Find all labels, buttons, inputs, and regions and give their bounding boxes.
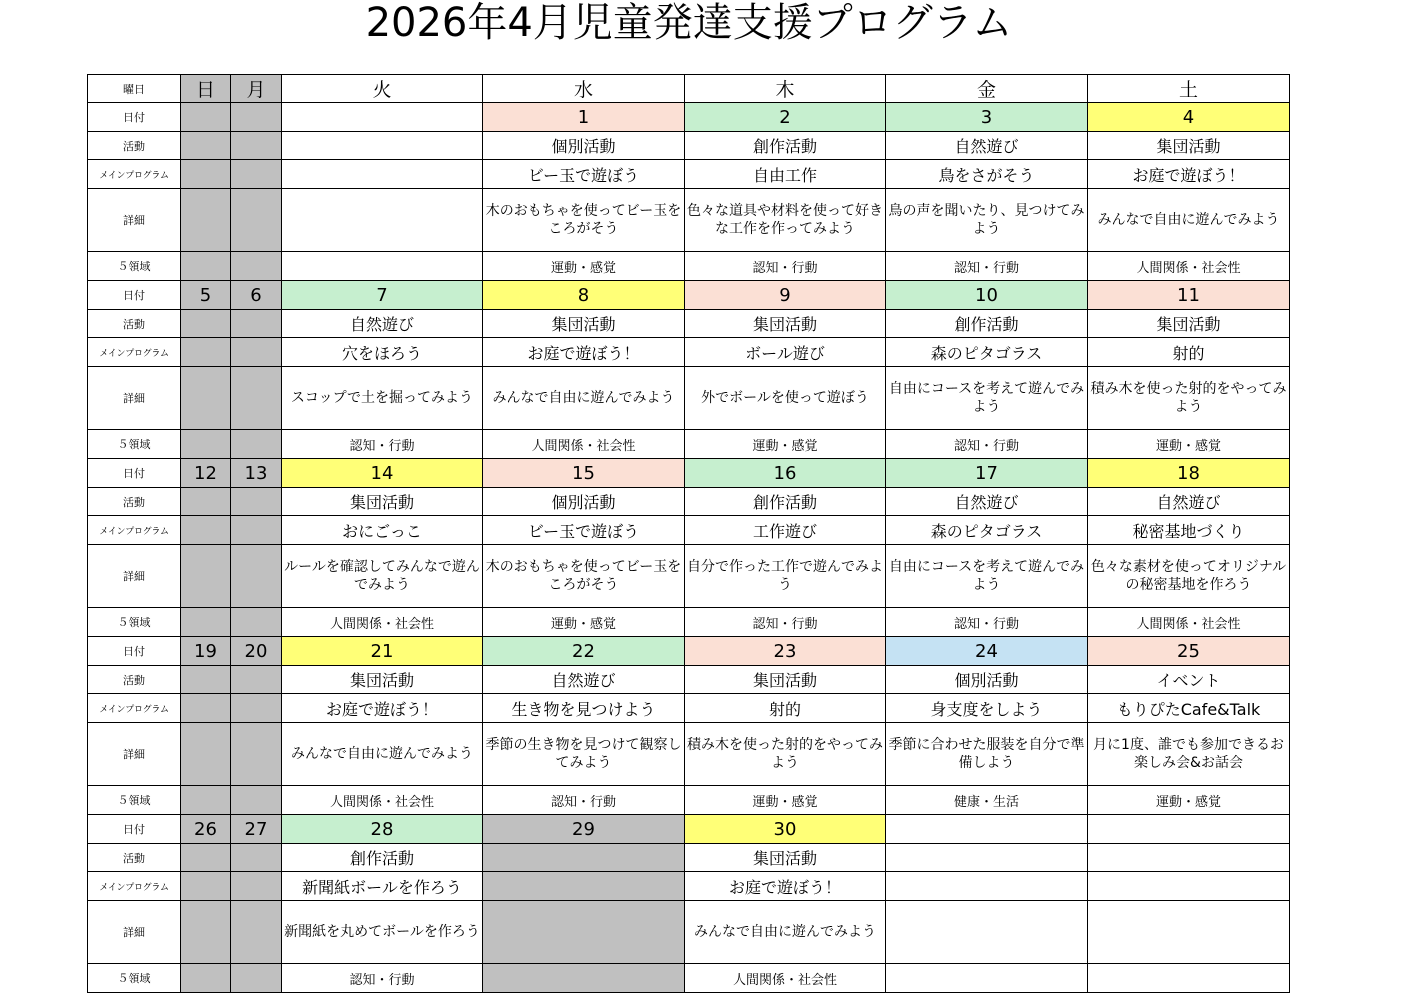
day-program-cell: ボール遊び	[685, 338, 886, 367]
day-detail-cell: 鳥の声を聞いたり、見つけてみよう	[886, 189, 1088, 252]
day-domain-cell: 認知・行動	[886, 252, 1088, 281]
day-activity-cell: 個別活動	[483, 132, 685, 160]
weekday-header-tue: 火	[282, 75, 483, 103]
weekday-header-sat: 土	[1088, 75, 1290, 103]
day-detail-cell	[1088, 901, 1290, 964]
sunday-detail-cell	[181, 901, 231, 964]
day-date-cell: 8	[483, 281, 685, 310]
day-detail-cell: みんなで自由に遊んでみよう	[1088, 189, 1290, 252]
day-detail-cell	[483, 901, 685, 964]
day-domain-cell: 運動・感覚	[483, 252, 685, 281]
week-2-detail-row	[88, 367, 1290, 430]
day-activity-cell: 創作活動	[282, 844, 483, 872]
sunday-program-cell	[181, 160, 231, 189]
day-activity-cell: 集団活動	[1088, 132, 1290, 160]
monday-detail-cell	[231, 189, 282, 252]
day-program-cell: 森のピタゴラス	[886, 338, 1088, 367]
day-program-cell: 自由工作	[685, 160, 886, 189]
date-label: 日付	[88, 281, 181, 310]
monday-domain-cell	[231, 964, 282, 993]
day-activity-cell	[483, 844, 685, 872]
day-activity-cell: 集団活動	[685, 844, 886, 872]
sunday-activity-cell	[181, 132, 231, 160]
day-domain-cell: 人間関係・社会性	[1088, 608, 1290, 637]
day-activity-cell: 個別活動	[886, 666, 1088, 694]
day-date-cell: 4	[1088, 103, 1290, 132]
week-3-domain-row	[88, 608, 1290, 637]
day-detail-cell: 色々な道具や材料を使って好きな工作を作ってみよう	[685, 189, 886, 252]
domain-label: ５領域	[88, 430, 181, 459]
day-detail-cell: 季節に合わせた服装を自分で準備しよう	[886, 723, 1088, 786]
day-domain-cell: 人間関係・社会性	[282, 786, 483, 815]
day-domain-cell: 健康・生活	[886, 786, 1088, 815]
monday-activity-cell	[231, 844, 282, 872]
day-program-cell: お庭で遊ぼう！	[1088, 160, 1290, 189]
monday-program-cell	[231, 872, 282, 901]
day-domain-cell: 運動・感覚	[1088, 430, 1290, 459]
activity-label: 活動	[88, 132, 181, 160]
day-activity-cell: 集団活動	[282, 666, 483, 694]
day-program-cell: 秘密基地づくり	[1088, 516, 1290, 545]
monday-detail-cell	[231, 723, 282, 786]
day-date-cell	[282, 103, 483, 132]
weekday-header-fri: 金	[886, 75, 1088, 103]
day-program-cell: 射的	[1088, 338, 1290, 367]
monday-activity-cell	[231, 666, 282, 694]
day-program-cell: ビー玉で遊ぼう	[483, 516, 685, 545]
day-activity-cell: 集団活動	[685, 666, 886, 694]
day-activity-cell: 自然遊び	[886, 132, 1088, 160]
date-label: 日付	[88, 637, 181, 666]
monday-activity-cell	[231, 132, 282, 160]
day-detail-cell: 新聞紙を丸めてボールを作ろう	[282, 901, 483, 964]
monday-domain-cell	[231, 786, 282, 815]
day-program-cell: お庭で遊ぼう！	[282, 694, 483, 723]
day-program-cell: 新聞紙ボールを作ろう	[282, 872, 483, 901]
day-domain-cell: 認知・行動	[685, 252, 886, 281]
week-3-date-row	[88, 459, 1290, 488]
day-program-cell: お庭で遊ぼう！	[483, 338, 685, 367]
day-detail-cell: 色々な素材を使ってオリジナルの秘密基地を作ろう	[1088, 545, 1290, 608]
day-date-cell	[886, 815, 1088, 844]
sunday-activity-cell	[181, 488, 231, 516]
day-detail-cell: 積み木を使った射的をやってみよう	[685, 723, 886, 786]
day-detail-cell: 自由にコースを考えて遊んでみよう	[886, 545, 1088, 608]
day-date-cell	[1088, 815, 1290, 844]
monday-date-cell: 27	[231, 815, 282, 844]
day-activity-cell: 集団活動	[282, 488, 483, 516]
weekday-label: 曜日	[88, 75, 181, 103]
day-date-cell: 10	[886, 281, 1088, 310]
sunday-domain-cell	[181, 252, 231, 281]
day-program-cell: 工作遊び	[685, 516, 886, 545]
day-domain-cell: 人間関係・社会性	[282, 608, 483, 637]
week-3-activity-row	[88, 488, 1290, 516]
page-title: 2026年4月児童発達支援プログラム	[365, 0, 1013, 46]
day-date-cell: 21	[282, 637, 483, 666]
day-program-cell	[886, 872, 1088, 901]
detail-label: 詳細	[88, 545, 181, 608]
weekday-header-wed: 水	[483, 75, 685, 103]
monday-program-cell	[231, 338, 282, 367]
day-detail-cell: 自分で作った工作で遊んでみよう	[685, 545, 886, 608]
sunday-program-cell	[181, 338, 231, 367]
domain-label: ５領域	[88, 964, 181, 993]
day-detail-cell	[886, 901, 1088, 964]
date-label: 日付	[88, 459, 181, 488]
week-1-date-row	[88, 103, 1290, 132]
day-activity-cell: 創作活動	[685, 488, 886, 516]
day-activity-cell: 自然遊び	[1088, 488, 1290, 516]
day-activity-cell: 自然遊び	[282, 310, 483, 338]
monday-activity-cell	[231, 488, 282, 516]
day-domain-cell: 認知・行動	[483, 786, 685, 815]
sunday-detail-cell	[181, 545, 231, 608]
day-date-cell: 23	[685, 637, 886, 666]
week-5-date-row	[88, 815, 1290, 844]
day-detail-cell: スコップで土を掘ってみよう	[282, 367, 483, 430]
day-date-cell: 1	[483, 103, 685, 132]
day-detail-cell: 月に1度、誰でも参加できるお楽しみ会&お話会	[1088, 723, 1290, 786]
week-2-date-row	[88, 281, 1290, 310]
sunday-detail-cell	[181, 189, 231, 252]
day-detail-cell: 自由にコースを考えて遊んでみよう	[886, 367, 1088, 430]
sunday-program-cell	[181, 516, 231, 545]
day-date-cell: 7	[282, 281, 483, 310]
date-label: 日付	[88, 103, 181, 132]
monday-detail-cell	[231, 367, 282, 430]
day-domain-cell	[483, 964, 685, 993]
week-3-detail-row	[88, 545, 1290, 608]
day-detail-cell: みんなで自由に遊んでみよう	[483, 367, 685, 430]
monday-domain-cell	[231, 608, 282, 637]
domain-label: ５領域	[88, 252, 181, 281]
sunday-program-cell	[181, 694, 231, 723]
day-date-cell: 16	[685, 459, 886, 488]
day-program-cell: 森のピタゴラス	[886, 516, 1088, 545]
day-activity-cell: 創作活動	[685, 132, 886, 160]
day-date-cell: 3	[886, 103, 1088, 132]
weekday-header-row	[88, 75, 1290, 103]
day-program-cell: 鳥をさがそう	[886, 160, 1088, 189]
detail-label: 詳細	[88, 367, 181, 430]
day-date-cell: 24	[886, 637, 1088, 666]
day-domain-cell: 人間関係・社会性	[1088, 252, 1290, 281]
day-date-cell: 25	[1088, 637, 1290, 666]
main-program-label: メインプログラム	[88, 694, 181, 723]
monday-domain-cell	[231, 430, 282, 459]
day-domain-cell: 認知・行動	[685, 608, 886, 637]
day-domain-cell: 認知・行動	[282, 964, 483, 993]
sunday-activity-cell	[181, 844, 231, 872]
day-date-cell: 11	[1088, 281, 1290, 310]
week-4-domain-row	[88, 786, 1290, 815]
main-program-label: メインプログラム	[88, 160, 181, 189]
sunday-detail-cell	[181, 367, 231, 430]
day-date-cell: 30	[685, 815, 886, 844]
day-program-cell: 生き物を見つけよう	[483, 694, 685, 723]
monday-domain-cell	[231, 252, 282, 281]
day-detail-cell: 積み木を使った射的をやってみよう	[1088, 367, 1290, 430]
monday-program-cell	[231, 160, 282, 189]
day-program-cell	[483, 872, 685, 901]
week-5-domain-row	[88, 964, 1290, 993]
day-program-cell	[282, 160, 483, 189]
day-activity-cell	[282, 132, 483, 160]
week-1-domain-row	[88, 252, 1290, 281]
day-activity-cell: 自然遊び	[483, 666, 685, 694]
day-domain-cell: 認知・行動	[886, 430, 1088, 459]
day-detail-cell: みんなで自由に遊んでみよう	[685, 901, 886, 964]
sunday-date-cell: 12	[181, 459, 231, 488]
week-3-program-row	[88, 516, 1290, 545]
week-4-detail-row	[88, 723, 1290, 786]
day-domain-cell: 人間関係・社会性	[483, 430, 685, 459]
day-program-cell: おにごっこ	[282, 516, 483, 545]
sunday-detail-cell	[181, 723, 231, 786]
activity-label: 活動	[88, 488, 181, 516]
day-program-cell: 穴をほろう	[282, 338, 483, 367]
week-1-detail-row	[88, 189, 1290, 252]
day-domain-cell: 認知・行動	[886, 608, 1088, 637]
day-program-cell: お庭で遊ぼう！	[685, 872, 886, 901]
sunday-date-cell: 19	[181, 637, 231, 666]
day-activity-cell: 個別活動	[483, 488, 685, 516]
activity-label: 活動	[88, 844, 181, 872]
day-domain-cell: 運動・感覚	[685, 430, 886, 459]
day-activity-cell: 創作活動	[886, 310, 1088, 338]
day-date-cell: 29	[483, 815, 685, 844]
day-detail-cell: 木のおもちゃを使ってビー玉をころがそう	[483, 189, 685, 252]
sunday-activity-cell	[181, 666, 231, 694]
detail-label: 詳細	[88, 723, 181, 786]
day-date-cell: 14	[282, 459, 483, 488]
day-detail-cell: ルールを確認してみんなで遊んでみよう	[282, 545, 483, 608]
day-domain-cell	[1088, 964, 1290, 993]
sunday-date-cell: 5	[181, 281, 231, 310]
day-activity-cell: 自然遊び	[886, 488, 1088, 516]
day-detail-cell: 季節の生き物を見つけて観察してみよう	[483, 723, 685, 786]
monday-program-cell	[231, 516, 282, 545]
sunday-program-cell	[181, 872, 231, 901]
main-program-label: メインプログラム	[88, 338, 181, 367]
activity-label: 活動	[88, 666, 181, 694]
week-4-activity-row	[88, 666, 1290, 694]
detail-label: 詳細	[88, 189, 181, 252]
week-2-program-row	[88, 338, 1290, 367]
day-date-cell: 9	[685, 281, 886, 310]
day-program-cell: ビー玉で遊ぼう	[483, 160, 685, 189]
sunday-domain-cell	[181, 786, 231, 815]
day-domain-cell	[886, 964, 1088, 993]
day-activity-cell: 集団活動	[1088, 310, 1290, 338]
day-domain-cell: 認知・行動	[282, 430, 483, 459]
week-4-program-row	[88, 694, 1290, 723]
sunday-activity-cell	[181, 310, 231, 338]
day-date-cell: 22	[483, 637, 685, 666]
day-domain-cell: 運動・感覚	[685, 786, 886, 815]
week-4-date-row	[88, 637, 1290, 666]
sunday-domain-cell	[181, 964, 231, 993]
weekday-header-sun: 日	[181, 75, 231, 103]
detail-label: 詳細	[88, 901, 181, 964]
day-activity-cell: 集団活動	[483, 310, 685, 338]
week-2-domain-row	[88, 430, 1290, 459]
monday-detail-cell	[231, 545, 282, 608]
program-calendar	[87, 74, 1290, 993]
day-program-cell: 身支度をしよう	[886, 694, 1088, 723]
monday-date-cell: 6	[231, 281, 282, 310]
day-activity-cell	[1088, 844, 1290, 872]
day-domain-cell: 人間関係・社会性	[685, 964, 886, 993]
monday-program-cell	[231, 694, 282, 723]
day-activity-cell: 集団活動	[685, 310, 886, 338]
day-date-cell: 17	[886, 459, 1088, 488]
week-5-program-row	[88, 872, 1290, 901]
week-2-activity-row	[88, 310, 1290, 338]
weekday-header-mon: 月	[231, 75, 282, 103]
date-label: 日付	[88, 815, 181, 844]
day-detail-cell	[282, 189, 483, 252]
main-program-label: メインプログラム	[88, 872, 181, 901]
activity-label: 活動	[88, 310, 181, 338]
day-domain-cell: 運動・感覚	[483, 608, 685, 637]
day-date-cell: 28	[282, 815, 483, 844]
day-detail-cell: 外でボールを使って遊ぼう	[685, 367, 886, 430]
sunday-date-cell	[181, 103, 231, 132]
sunday-domain-cell	[181, 430, 231, 459]
day-program-cell: もりぴたCafe&Talk	[1088, 694, 1290, 723]
day-date-cell: 15	[483, 459, 685, 488]
monday-activity-cell	[231, 310, 282, 338]
sunday-domain-cell	[181, 608, 231, 637]
week-1-activity-row	[88, 132, 1290, 160]
day-activity-cell: イベント	[1088, 666, 1290, 694]
week-5-detail-row	[88, 901, 1290, 964]
day-domain-cell	[282, 252, 483, 281]
monday-date-cell	[231, 103, 282, 132]
week-1-program-row	[88, 160, 1290, 189]
weekday-header-thu: 木	[685, 75, 886, 103]
monday-detail-cell	[231, 901, 282, 964]
day-activity-cell	[886, 844, 1088, 872]
domain-label: ５領域	[88, 608, 181, 637]
day-date-cell: 18	[1088, 459, 1290, 488]
day-date-cell: 2	[685, 103, 886, 132]
domain-label: ５領域	[88, 786, 181, 815]
sunday-date-cell: 26	[181, 815, 231, 844]
day-detail-cell: みんなで自由に遊んでみよう	[282, 723, 483, 786]
day-program-cell	[1088, 872, 1290, 901]
day-domain-cell: 運動・感覚	[1088, 786, 1290, 815]
main-program-label: メインプログラム	[88, 516, 181, 545]
day-detail-cell: 木のおもちゃを使ってビー玉をころがそう	[483, 545, 685, 608]
monday-date-cell: 20	[231, 637, 282, 666]
monday-date-cell: 13	[231, 459, 282, 488]
week-5-activity-row	[88, 844, 1290, 872]
day-program-cell: 射的	[685, 694, 886, 723]
